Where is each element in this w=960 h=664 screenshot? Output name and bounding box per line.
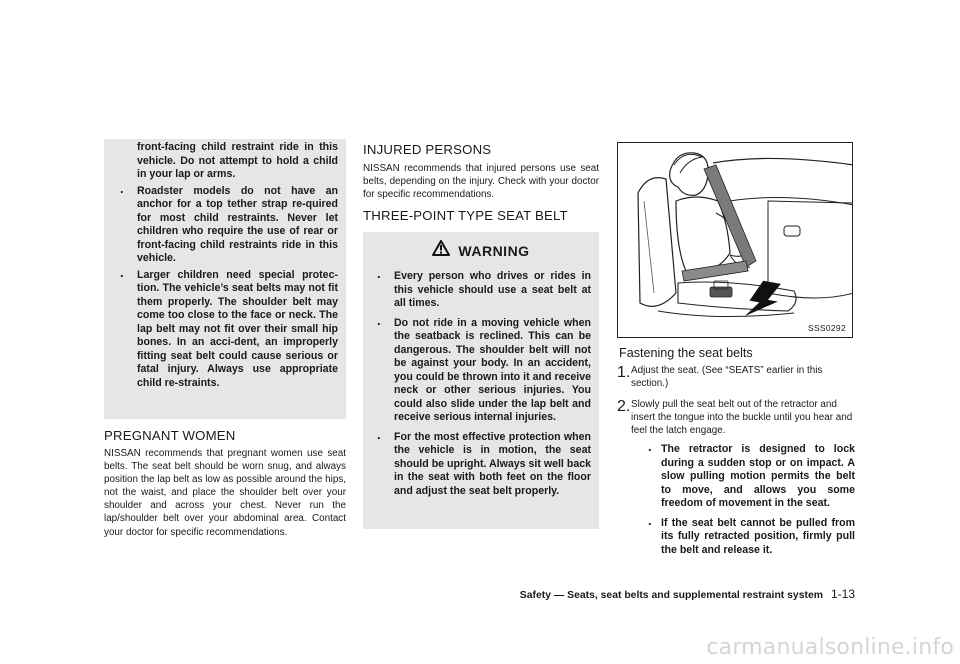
injured-persons-body: NISSAN recommends that injured persons use seat belts, depending on the injury. Check with your doctor for specific recommendations. — [363, 163, 599, 201]
warning-continuation-text: front-facing child restraint ride in this vehicle. Do not attempt to hold a child in your lap or arms. — [137, 141, 338, 180]
figure-code: SSS0292 — [807, 323, 846, 333]
warning-bullet-every-person: . Every person who drives or rides in this vehicle should use a seat belt at all times. — [369, 270, 591, 311]
warning-bullet-roadster: . Roadster models do not have an anchor for a top tether strap re-quired for most child restraints. Never let children who require the use of rear or front-facing child restraints ride in this vehicle. — [112, 185, 338, 266]
step-number: 1. — [617, 364, 631, 381]
step-number: 2. — [617, 398, 631, 416]
child-restraint-warning-box — [104, 139, 346, 419]
seat-belt-illustration — [617, 142, 853, 338]
seat-belt-warning-box — [363, 232, 599, 529]
pregnant-women-heading: PREGNANT WOMEN — [104, 428, 236, 443]
woman-fastening-seat-belt-illustration — [618, 143, 853, 338]
fastening-steps — [617, 364, 855, 565]
page-number: 1-13 — [830, 587, 855, 601]
step-text: Slowly pull the seat belt out of the retractor and insert the tongue into the buckle until you hear and feel the latch engage. — [631, 399, 853, 437]
step-text: Adjust the seat. (See “SEATS” earlier in this section.) — [631, 365, 823, 390]
footer-section-title: Safety — Seats, seat belts and supplemental restraint system — [519, 590, 823, 601]
injured-persons-heading: INJURED PERSONS — [363, 142, 492, 157]
watermark-text: carmanualsonline.info — [706, 635, 954, 660]
page-footer — [520, 587, 855, 601]
step-item — [617, 364, 855, 390]
sub-bullet-pull-belt: . If the seat belt cannot be pulled from its fully retracted position, firmly pull the belt and release it. — [631, 517, 855, 558]
warning-bullet-reclined: . Do not ride in a moving vehicle when the seatback is reclined. This can be dangerous. The shoulder belt will not be against your body. In an accident, you could be thrown into it and receive neck or other serious injuries. You could also slide under the lap belt and receive serious internal injuries. — [369, 317, 591, 425]
sub-bullet-retractor: . The retractor is designed to lock during a sudden stop or on impact. A slow pulling motion permits the belt to move, and allows you some freedom of movement in the seat. — [631, 443, 855, 511]
three-point-belt-heading: THREE-POINT TYPE SEAT BELT — [363, 208, 568, 223]
warning-bullet-larger-children: . Larger children need special protec-tion. The vehicle’s seat belts may not fit them properly. The shoulder belt may come too close to the face or neck. The lap belt may not fit over their small hip bones. In an acci-dent, an improperly fitting seat belt could cause serious or fatal injury. Always use appropriate child re-straints. — [112, 269, 338, 391]
pregnant-women-body: NISSAN recommends that pregnant women use seat belts. The seat belt should be worn snug, and always position the lap belt as low as possible around the hips, not the waist, and place the shoulder belt over your shoulder and across your chest. Never run the lap/shoulder belt over your abdominal area. Contact your doctor for specific recommendations. — [104, 448, 346, 538]
warning-title: WARNING — [458, 242, 530, 259]
warning-triangle-icon — [432, 240, 450, 261]
step-item — [617, 398, 855, 557]
fastening-heading: Fastening the seat belts — [619, 346, 753, 360]
warning-header — [363, 240, 599, 258]
warning-bullet-upright: . For the most effective protection when the vehicle is in motion, the seat should be upright. Always sit well back in the seat with both feet on the floor and adjust the seat belt properly. — [369, 431, 591, 499]
